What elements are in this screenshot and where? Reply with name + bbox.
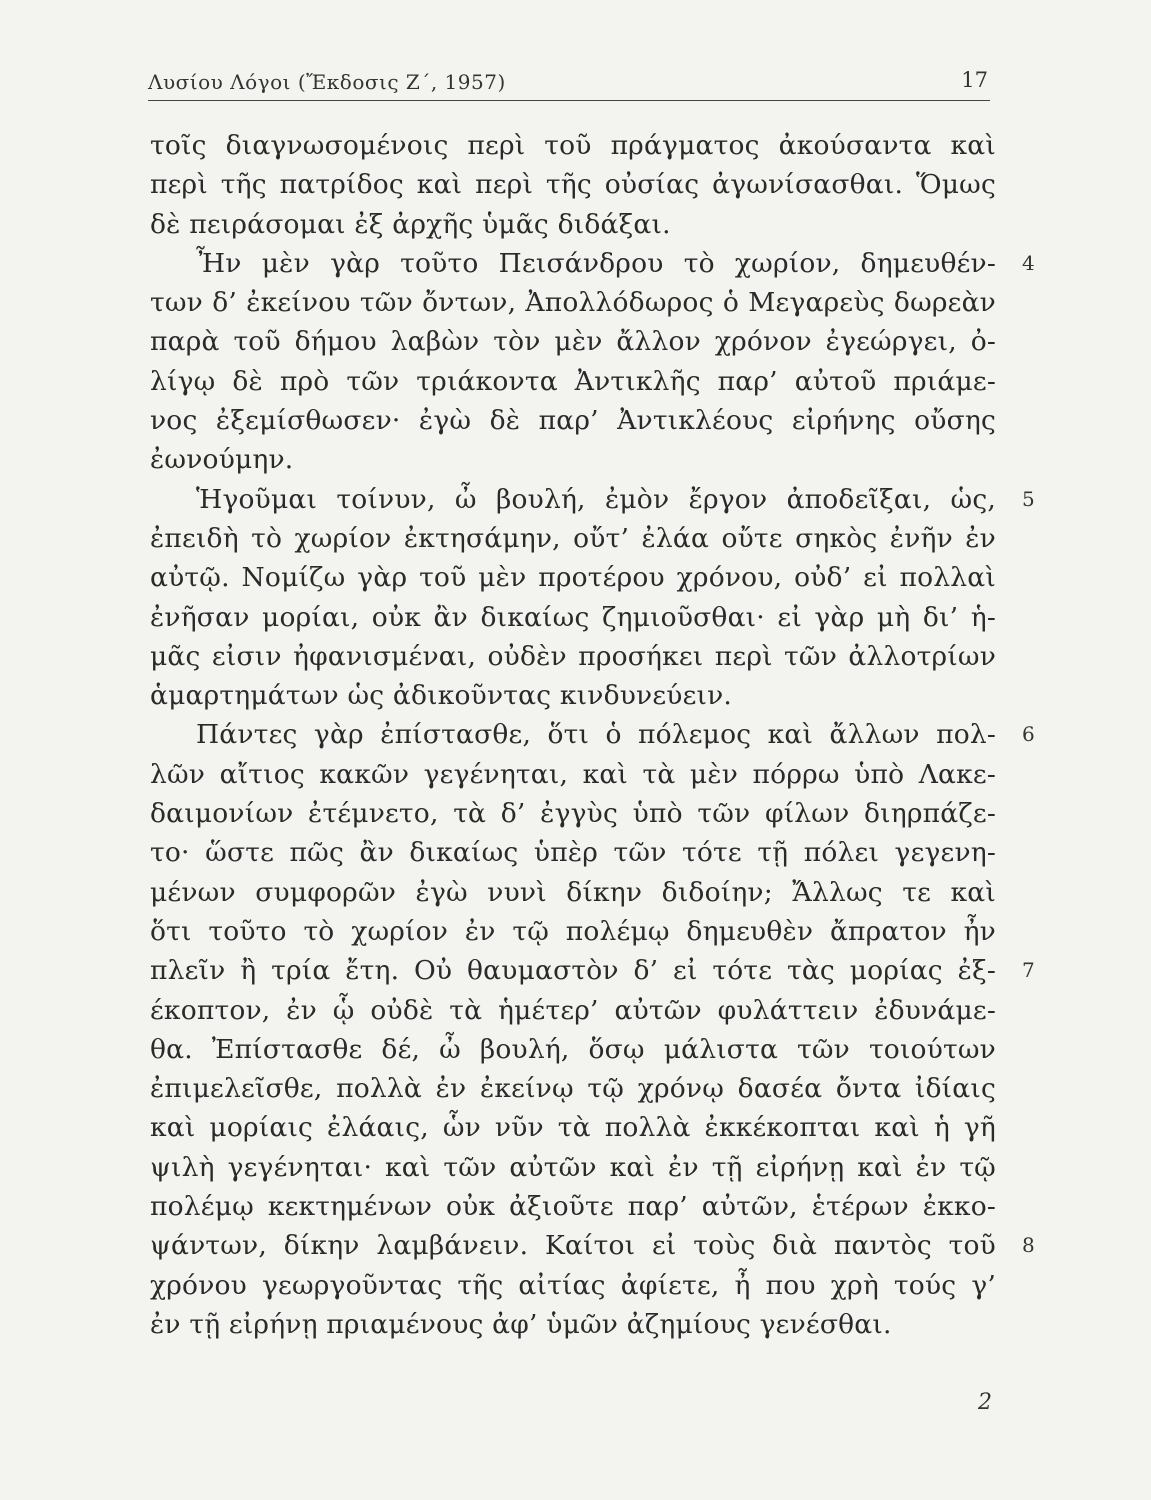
text-line: παρὰ τοῦ δήμου λαβὼν τὸν μὲν ἄλλον χρόνον ἐγεώργει, ὀ-: [150, 326, 996, 358]
section-number: 4: [1022, 250, 1035, 275]
text-line: ἐπειδὴ τὸ χωρίον ἐκτησάμην, οὔτ’ ἐλάα οὔτε σηκὸς ἐνῆν ἐν: [150, 522, 996, 554]
text-line: πλεῖν ἢ τρία ἔτη. Οὐ θαυμαστὸν δ’ εἰ τότε τὰς μορίας ἐξ- 7: [150, 951, 996, 990]
text-line: ψιλὴ γεγένηται· καὶ τῶν αὐτῶν καὶ ἐν τῇ εἰρήνῃ καὶ ἐν τῷ: [150, 1151, 996, 1183]
section-number: 6: [1022, 722, 1035, 747]
text-line: Ἡγοῦμαι τοίνυν, ὦ βουλή, ἐμὸν ἔργον ἀποδεῖξαι, ὡς, 5: [150, 480, 996, 519]
text-line: λῶν αἴτιος κακῶν γεγένηται, καὶ τὰ μὲν πόρρω ὑπὸ Λακε-: [150, 758, 996, 790]
text-line: περὶ τῆς πατρίδος καὶ περὶ τῆς οὐσίας ἀγωνίσασθαι. Ὅμως: [150, 169, 996, 201]
text-line: το· ὥστε πῶς ἂν δικαίως ὑπὲρ τῶν τότε τῇ πόλει γεγενη-: [150, 837, 996, 869]
text-line: δὲ πειράσομαι ἐξ ἀρχῆς ὑμᾶς διδάξαι.: [150, 208, 671, 240]
section-number: 7: [1022, 958, 1035, 983]
text-line: μᾶς εἰσιν ἠφανισμέναι, οὐδὲν προσήκει περὶ τῶν ἀλλοτρίων: [150, 640, 996, 672]
section-number: 5: [1022, 486, 1035, 511]
text-line: καὶ μορίαις ἐλάαις, ὧν νῦν τὰ πολλὰ ἐκκέκοπται καὶ ἡ γῆ: [150, 1112, 996, 1144]
text-line: ὅτι τοῦτο τὸ χωρίον ἐν τῷ πολέμῳ δημευθὲν ἄπρατον ἦν: [150, 915, 996, 947]
text-line: των δ’ ἐκείνου τῶν ὄντων, Ἀπολλόδωρος ὁ Μεγαρεὺς δωρεὰν: [150, 287, 996, 319]
text-line: τοῖς διαγνωσομένοις περὶ τοῦ πράγματος ἀκούσαντα καὶ: [150, 130, 996, 161]
text-line: θα. Ἐπίστασθε δέ, ὦ βουλή, ὅσῳ μάλιστα τῶν τοιούτων: [150, 1033, 996, 1065]
text-line: αὐτῷ. Νομίζω γὰρ τοῦ μὲν προτέρου χρόνου, οὐδ’ εἰ πολλαὶ: [150, 562, 996, 594]
text-line: έκοπτον, ἐν ᾧ οὐδὲ τὰ ἡμέτερ’ αὐτῶν φυλάττειν ἐδυνάμε-: [150, 994, 996, 1026]
text-line: μένων συμφορῶν ἐγὼ νυνὶ δίκην διδοίην; Ἄλλως τε καὶ: [150, 876, 996, 908]
text-line: ψάντων, δίκην λαμβάνειν. Καίτοι εἰ τοὺς διὰ παντὸς τοῦ 8: [150, 1226, 996, 1265]
running-title: Λυσίου Λόγοι (Ἔκδοσις Ζ΄, 1957): [148, 70, 506, 94]
text-line: Ἦν μὲν γὰρ τοῦτο Πεισάνδρου τὸ χωρίον, δημευθέν- 4: [150, 244, 996, 283]
greek-text-body: [150, 126, 1035, 1344]
text-line: χρόνου γεωργοῦντας τῆς αἰτίας ἀφίετε, ἦ που χρὴ τούς γ’: [150, 1269, 996, 1301]
text-line: ἐωνούμην.: [150, 444, 294, 476]
text-line: πολέμῳ κεκτημένων οὐκ ἀξιοῦτε παρ’ αὐτῶν, ἑτέρων ἐκκο-: [150, 1191, 996, 1223]
text-line: λίγῳ δὲ πρὸ τῶν τριάκοντα Ἀντικλῆς παρ’ αὐτοῦ πριάμε-: [150, 365, 996, 397]
text-line: ἐν τῇ εἰρήνῃ πριαμένους ἀφ’ ὑμῶν ἀζημίους γενέσθαι.: [150, 1308, 892, 1340]
text-line: ἐπιμελεῖσθε, πολλὰ ἐν ἐκείνῳ τῷ χρόνῳ δασέα ὄντα ἰδίαις: [150, 1073, 996, 1105]
text-line: ἁμαρτημάτων ὡς ἀδικοῦντας κινδυνεύειν.: [150, 680, 733, 712]
text-line: ἐνῆσαν μορίαι, οὐκ ἂν δικαίως ζημιοῦσθαι· εἰ γὰρ μὴ δι’ ἡ-: [150, 601, 996, 633]
running-header: [148, 66, 990, 101]
page-number: 17: [961, 68, 988, 92]
section-number: 8: [1022, 1233, 1035, 1258]
text-line: νος ἐξεμίσθωσεν· ἐγὼ δὲ παρ’ Ἀντικλέους εἰρήνης οὔσης: [150, 405, 996, 437]
text-line: Πάντες γὰρ ἐπίστασθε, ὅτι ὁ πόλεμος καὶ ἄλλων πολ- 6: [150, 715, 996, 754]
text-line: δαιμονίων ἐτέμνετο, τὰ δ’ ἐγγὺς ὑπὸ τῶν φίλων διηρπάζε-: [150, 798, 996, 830]
signature-mark: 2: [978, 1390, 992, 1415]
